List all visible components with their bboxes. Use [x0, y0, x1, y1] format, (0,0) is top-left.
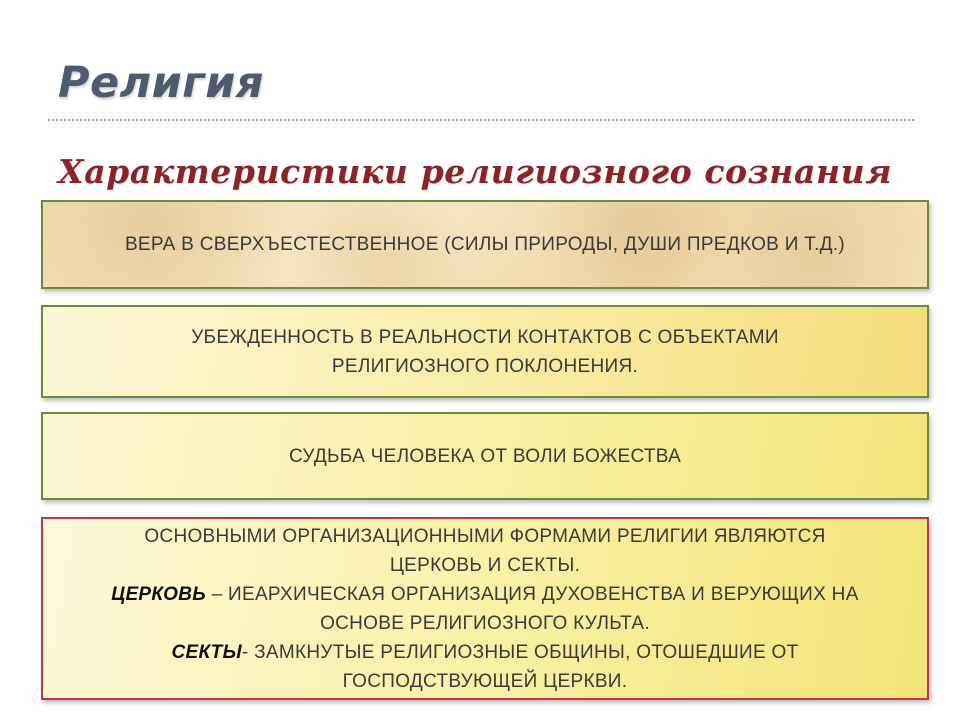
- card-organizational-forms: [41, 517, 929, 700]
- card-faith-supernatural: [41, 200, 929, 289]
- sect-definition-text: - ЗАМКНУТЫЕ РЕЛИГИОЗНЫЕ ОБЩИНЫ, ОТОШЕДШИЕ ОТ: [241, 641, 799, 663]
- sect-term: СЕКТЫ: [171, 641, 242, 663]
- card-text: ОСНОВЕ РЕЛИГИОЗНОГО КУЛЬТА.: [320, 612, 650, 634]
- church-term: ЦЕРКОВЬ: [111, 583, 206, 605]
- title-divider: [48, 119, 914, 121]
- card-text: ГОСПОДСТВУЮЩЕЙ ЦЕРКВИ.: [342, 670, 628, 692]
- card-belief-contacts: [41, 305, 929, 398]
- card-text: УБЕЖДЕННОСТЬ В РЕАЛЬНОСТИ КОНТАКТОВ С ОБЪЕКТАМИ: [191, 326, 779, 348]
- church-definition: [111, 580, 858, 609]
- card-text: ОСНОВНЫМИ ОРГАНИЗАЦИОННЫМИ ФОРМАМИ РЕЛИГИИ ЯВЛЯЮТСЯ: [144, 525, 826, 547]
- card-text: РЕЛИГИОЗНОГО ПОКЛОНЕНИЯ.: [331, 355, 639, 377]
- card-text: СУДЬБА ЧЕЛОВЕКА ОТ ВОЛИ БОЖЕСТВА: [288, 445, 682, 467]
- card-text: ЦЕРКОВЬ И СЕКТЫ.: [389, 554, 581, 576]
- slide-subtitle: Характеристики религиозного сознания: [58, 152, 893, 191]
- slide-title: Религия: [58, 58, 265, 108]
- card-text: ВЕРА В СВЕРХЪЕСТЕСТВЕННОЕ (СИЛЫ ПРИРОДЫ, ДУШИ ПРЕДКОВ И Т.Д.): [124, 234, 846, 255]
- sect-definition: [171, 638, 798, 667]
- church-definition-text: – ИЕАРХИЧЕСКАЯ ОРГАНИЗАЦИЯ ДУХОВЕНСТВА И ВЕРУЮЩИХ НА: [205, 583, 859, 605]
- card-fate-divine-will: [41, 412, 929, 500]
